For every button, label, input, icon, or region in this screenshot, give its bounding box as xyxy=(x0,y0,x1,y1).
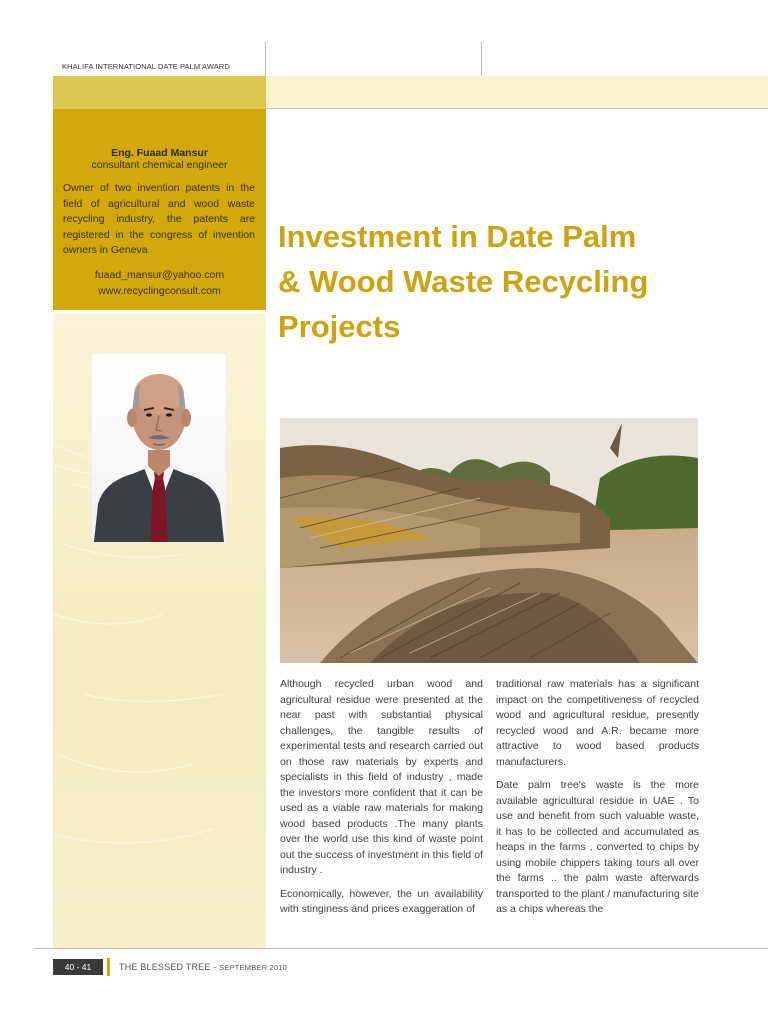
article-column-right xyxy=(496,677,699,926)
gold-band xyxy=(53,76,266,109)
header-bar xyxy=(53,42,768,77)
footer-magazine xyxy=(119,962,287,972)
paragraph: Date palm tree's waste is the more available agricultural residue in UAE . To use and benefit from such valuable waste, it has to be collected and accumulated as heaps in the farms , converted to chips by using mobile chippers taking tours all over the farms .. the palm waste afterwards transported to the plant / manufacturing site as a chips whereas the xyxy=(496,779,699,915)
article-title xyxy=(278,214,748,349)
footer-rule xyxy=(34,948,768,949)
title-line: Investment in Date Palm xyxy=(278,219,637,254)
header-divider xyxy=(481,42,482,76)
issue-date: SEPTEMBER 2010 xyxy=(219,963,287,972)
author-email[interactable]: fuaad_mansur@yahoo.com xyxy=(94,269,225,281)
author-bio: Owner of two invention patents in the field of agricultural and wood waste recycling industry, the patents are registered in the congress of invention owners in Geneva xyxy=(63,182,255,256)
magazine-name: THE BLESSED TREE - xyxy=(119,962,220,972)
author-name: Eng. Fuaad Mansur xyxy=(111,147,208,159)
footer-accent-bar xyxy=(107,958,110,976)
author-website[interactable]: www.recyclingconsult.com xyxy=(98,284,221,297)
paragraph: Although recycled urban wood and agricultural residue were presented at the near past with substantial physical challenges, the tangible results of experimental tests and research carried out on those raw materials by experts and specialists in this field of industry , made the investors more confident that it can be used as a viable raw materials for making wood based products .The many plants over the world use this kind of waste point out the success of investment in this field of industry . xyxy=(280,678,483,876)
author-photo xyxy=(92,354,226,542)
article-column-left xyxy=(280,677,483,926)
paragraph: Economically, however, the un availability with stinginess and prices exaggeration of xyxy=(280,887,483,915)
title-line: & Wood Waste Recycling xyxy=(278,264,649,299)
header-divider xyxy=(265,42,266,76)
author-contact xyxy=(53,268,266,299)
publication-name: KHALIFA INTERNATIONAL DATE PALM AWARD xyxy=(62,62,230,71)
author-title: consultant chemical engineer xyxy=(91,159,228,171)
title-line: Projects xyxy=(278,309,401,344)
cream-band xyxy=(266,76,768,109)
paragraph: traditional raw materials has a significant impact on the competitiveness of recycled wood and agricultural residue, presently recycled wood and A.R. became more attractive to wood based products manufacturers. xyxy=(496,678,699,768)
page-numbers: 40 - 41 xyxy=(53,959,103,975)
palm-waste-photo xyxy=(280,418,698,663)
